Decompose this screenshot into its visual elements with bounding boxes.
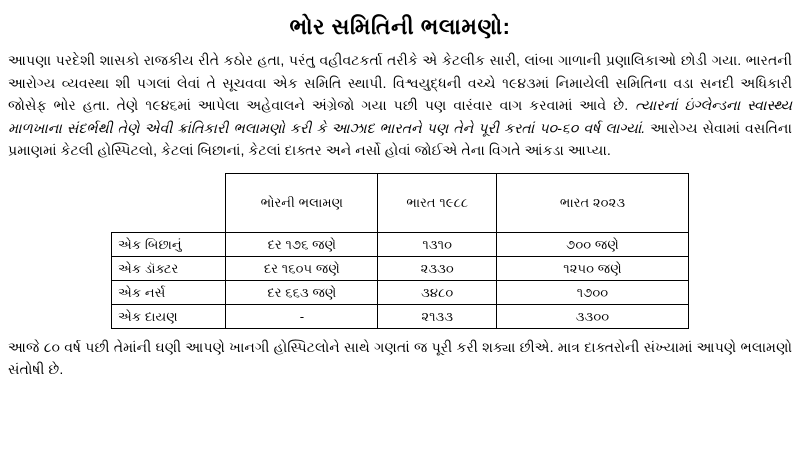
- cell-nurse-2023: ૧૭૦૦: [497, 280, 689, 304]
- cell-midwife-1988: ૨૧૩૩: [378, 305, 497, 329]
- row-label-nurse: એક નર્સ: [112, 280, 226, 304]
- table-row: [112, 256, 689, 280]
- table-body: [112, 232, 689, 329]
- paragraph-1-text-b: આરોગ્ય સેવામાં વસતિના પ્રમાણમાં કેટલી હોસ્પિટલો, કેટલાં બિછાનાં, કેટલાં દાક્તર અને નર્સો હોવાં જોઈએ તેના વિગતે આંકડા આપ્યા.: [8, 120, 792, 160]
- row-label-bed: એક બિછાનું: [112, 232, 226, 256]
- row-label-midwife: એક દાયણ: [112, 305, 226, 329]
- column-header-india-1988: ભારત ૧૯૮૮: [378, 173, 497, 232]
- table-row: [112, 305, 689, 329]
- cell-bed-2023: ૭૦૦ જણે: [497, 232, 689, 256]
- cell-bed-1988: ૧૩૧૦: [378, 232, 497, 256]
- cell-doctor-recommendation: દર ૧૬૦૫ જણે: [226, 256, 378, 280]
- column-header-bhor-recommendation: ભોરની ભલામણ: [226, 173, 378, 232]
- column-header-india-2023: ભારત ૨૦૨૩: [497, 173, 689, 232]
- table-row: [112, 232, 689, 256]
- paragraph-1-text-italic: ત્યારનાં ઇંગ્લેન્ડના સ્વાસ્થ્ય માળખાના સંદર્ભથી તેણે એવી ક્રાંતિકારી ભલામણો કરી કે આઝાદ ભારતને પણ તેને પૂરી કરતાં ૫૦-૬૦ વર્ષ લાગ્યાં.: [8, 98, 792, 137]
- paragraph-1-text-a: આપણા પરદેશી શાસકો રાજકીય રીતે કઠોર હતા, પરંતુ વહીવટકર્તા તરીકે એ કેટલીક સારી, લાંબા ગાળાની પ્રણાલિકાઓ છોડી ગયા. ભારતની આરોગ્ય વ્યવસ્થા શી પગલાં લેવાં તે સૂચવવા એક સમિતિ સ્થાપી. વિશ્વયુદ્ધની વચ્ચે ૧૯૪૩માં નિમાયેલી સમિતિના વડા સનદી અધિકારી જોસેફ ભોર હતા. તેણે ૧૯૪૬માં આપેલા અહેવાલને અંગ્રેજો ગયા પછી પણ વારંવાર વાગ કરવામાં આવે છે.: [8, 53, 792, 115]
- table-header: [112, 173, 689, 232]
- cell-nurse-recommendation: દર ૬૬૩ જણે: [226, 280, 378, 304]
- cell-bed-recommendation: દર ૧૭૬ જણે: [226, 232, 378, 256]
- column-header-blank: [112, 173, 226, 232]
- cell-midwife-2023: ૩૩૦૦: [497, 305, 689, 329]
- row-label-doctor: એક ડૉક્ટર: [112, 256, 226, 280]
- cell-nurse-1988: ૩૪૮૦: [378, 280, 497, 304]
- closing-paragraph: આજે ૮૦ વર્ષ પછી તેમાંની ઘણી આપણે ખાનગી હોસ્પિટલોને સાથે ગણતાં જ પૂરી કરી શક્યા છીએ. માત્ર દાક્તરોની સંખ્યામાં આપણે ભલામણો સંતોષી છે.: [8, 340, 792, 379]
- cell-doctor-1988: ૨૩૩૦: [378, 256, 497, 280]
- recommendations-table-container: [8, 173, 792, 330]
- page-title: ભોર સમિતિની ભલામણો:: [289, 14, 511, 39]
- cell-doctor-2023: ૧૨૫૦ જણે: [497, 256, 689, 280]
- body-paragraph-1: [8, 50, 792, 162]
- table-row: [112, 280, 689, 304]
- recommendations-table: [111, 173, 689, 330]
- table-header-row: [112, 173, 689, 232]
- cell-midwife-recommendation: -: [226, 305, 378, 329]
